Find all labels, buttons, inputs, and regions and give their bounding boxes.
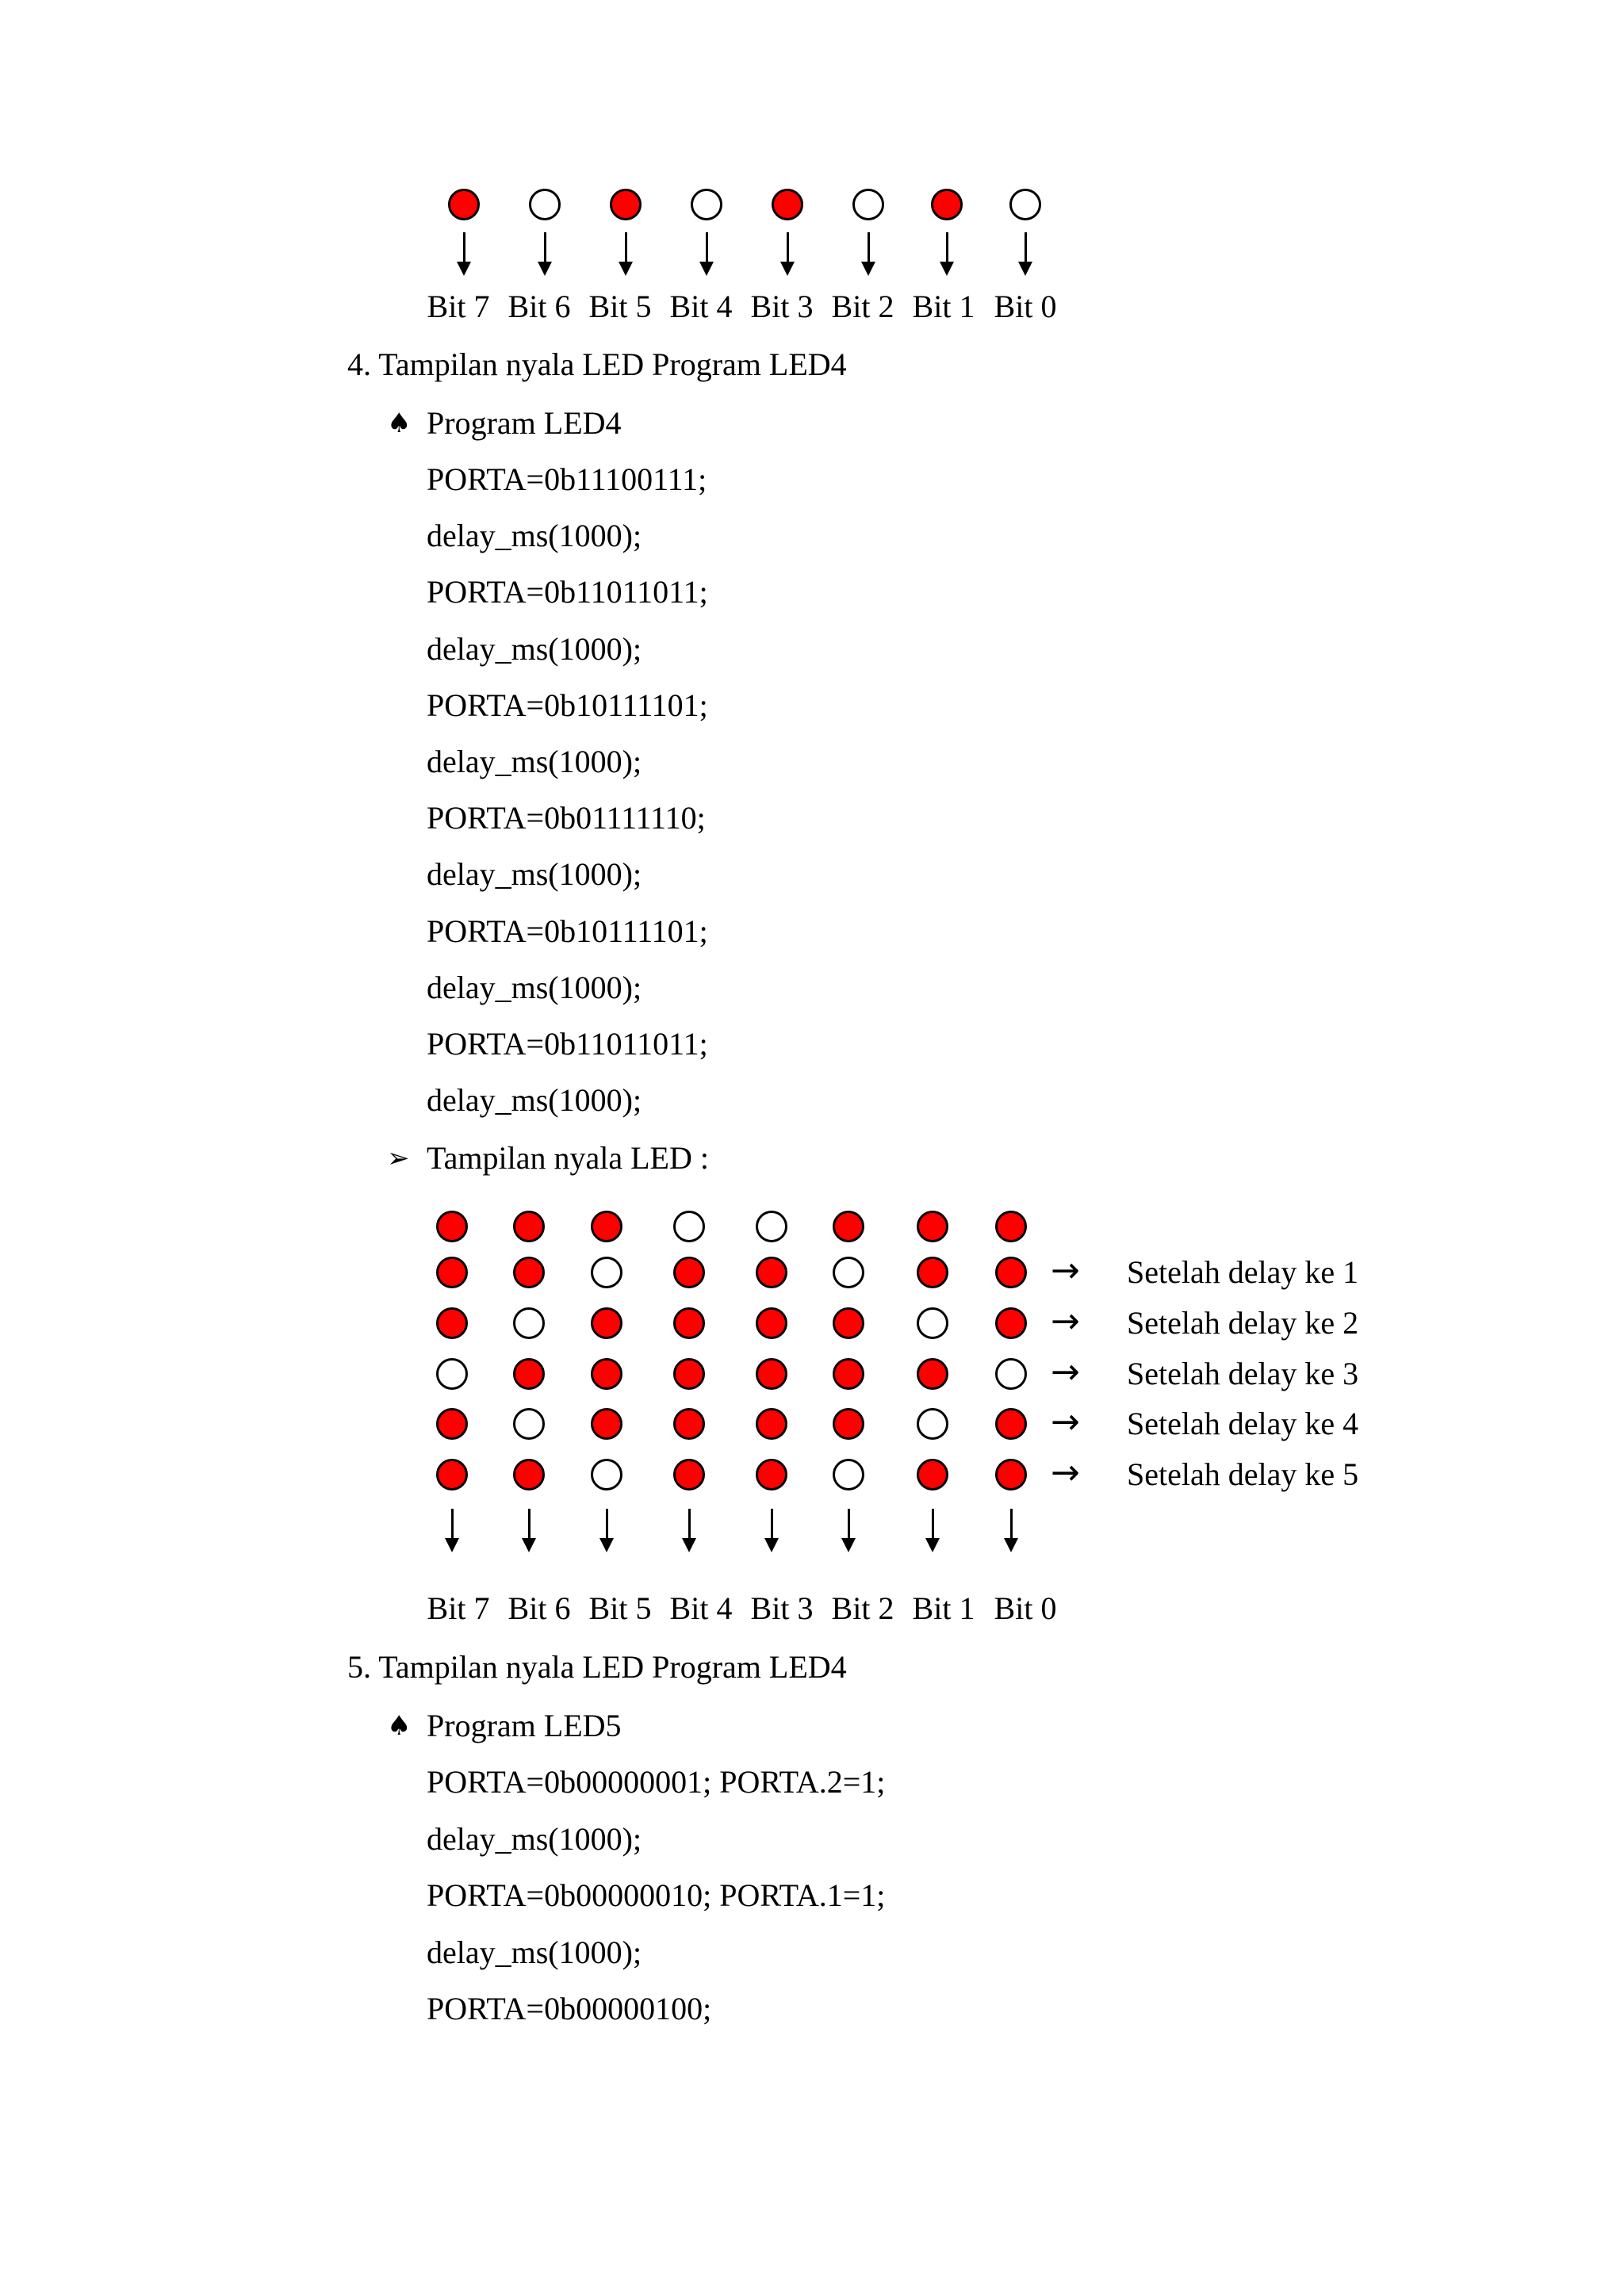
led-on: [833, 1307, 864, 1339]
bit-label: Bit 2: [831, 289, 894, 324]
bit-label: Bit 3: [750, 289, 814, 324]
led-display-label: Tampilan nyala LED :: [427, 1140, 709, 1176]
led-on: [917, 1211, 948, 1242]
code-line: delay_ms(1000);: [427, 856, 642, 892]
led-on: [756, 1358, 787, 1390]
led-on: [756, 1459, 787, 1490]
led-off: [529, 189, 561, 220]
led-on: [673, 1307, 705, 1339]
led-on: [833, 1408, 864, 1440]
led-on: [917, 1358, 948, 1390]
down-arrow-icon-head: [1018, 262, 1032, 276]
down-arrow-icon-shaft: [787, 232, 789, 263]
code-line: delay_ms(1000);: [427, 1934, 642, 1970]
led-off: [513, 1408, 545, 1440]
led-on: [610, 189, 642, 220]
down-arrow-icon-shaft: [544, 232, 546, 263]
code-line: delay_ms(1000);: [427, 744, 642, 779]
led-on: [995, 1459, 1027, 1490]
code-line: PORTA=0b11011011;: [427, 1026, 708, 1062]
led-off: [591, 1257, 622, 1288]
bit-label: Bit 6: [508, 1590, 571, 1626]
led-on: [833, 1358, 864, 1390]
led-off: [917, 1408, 948, 1440]
down-arrow-icon-shaft: [528, 1509, 530, 1540]
led-off: [591, 1459, 622, 1490]
bit-label: Bit 2: [831, 1590, 894, 1626]
led-on: [513, 1257, 545, 1288]
down-arrow-icon-shaft: [451, 1509, 454, 1540]
right-arrow-icon: →: [1051, 1452, 1080, 1493]
down-arrow-icon-shaft: [932, 1509, 934, 1540]
led-off: [436, 1358, 468, 1390]
down-arrow-icon-shaft: [606, 1509, 608, 1540]
program-led5-label: Program LED5: [427, 1708, 622, 1743]
code-line: PORTA=0b11011011;: [427, 574, 708, 610]
down-arrow-icon-shaft: [848, 1509, 850, 1540]
code-line: delay_ms(1000);: [427, 1821, 642, 1857]
right-arrow-icon: →: [1051, 1352, 1080, 1392]
spade-bullet-icon: ♠: [387, 1710, 412, 1742]
led-on: [436, 1459, 468, 1490]
bit-label: Bit 5: [588, 1590, 652, 1626]
led-off: [833, 1257, 864, 1288]
led-on: [436, 1408, 468, 1440]
led-on: [591, 1307, 622, 1339]
led-on: [995, 1408, 1027, 1440]
down-arrow-icon-shaft: [771, 1509, 773, 1540]
bit-label: Bit 7: [427, 289, 490, 324]
led-on: [995, 1257, 1027, 1288]
arrow-bullet-icon: ➢: [387, 1142, 410, 1174]
led-on: [673, 1408, 705, 1440]
led-on: [436, 1257, 468, 1288]
code-line: delay_ms(1000);: [427, 631, 642, 667]
led-on: [756, 1408, 787, 1440]
down-arrow-icon-head: [780, 262, 795, 276]
code-line: PORTA=0b01111110;: [427, 800, 706, 836]
down-arrow-icon-shaft: [463, 232, 465, 263]
bit-label: Bit 0: [994, 289, 1057, 324]
right-arrow-icon: →: [1051, 1402, 1080, 1442]
down-arrow-icon-head: [445, 1538, 459, 1552]
led-on: [591, 1408, 622, 1440]
delay-step-label: Setelah delay ke 2: [1127, 1305, 1359, 1341]
spade-bullet-icon: ♠: [387, 408, 412, 439]
led-on: [436, 1211, 468, 1242]
led-on: [513, 1211, 545, 1242]
led-on: [917, 1257, 948, 1288]
led-off: [673, 1211, 705, 1242]
led-on: [448, 189, 480, 220]
down-arrow-icon-head: [599, 1538, 614, 1552]
right-arrow-icon: →: [1051, 1301, 1080, 1341]
section-5-heading: 5. Tampilan nyala LED Program LED4: [347, 1649, 847, 1685]
led-off: [995, 1358, 1027, 1390]
led-on: [756, 1257, 787, 1288]
led-off: [917, 1307, 948, 1339]
down-arrow-icon-head: [699, 262, 714, 276]
led-on: [833, 1211, 864, 1242]
bit-label: Bit 1: [912, 1590, 975, 1626]
led-on: [673, 1257, 705, 1288]
down-arrow-icon-head: [619, 262, 633, 276]
down-arrow-icon-shaft: [868, 232, 870, 263]
bit-label: Bit 5: [588, 289, 652, 324]
code-line: delay_ms(1000);: [427, 518, 642, 553]
led-on: [436, 1307, 468, 1339]
delay-step-label: Setelah delay ke 4: [1127, 1406, 1359, 1441]
bit-label: Bit 4: [669, 1590, 733, 1626]
section-4-heading: 4. Tampilan nyala LED Program LED4: [347, 346, 847, 382]
code-line: delay_ms(1000);: [427, 1082, 642, 1118]
led-on: [995, 1211, 1027, 1242]
code-line: PORTA=0b11100111;: [427, 461, 707, 497]
down-arrow-icon-head: [764, 1538, 779, 1552]
led-on: [917, 1459, 948, 1490]
down-arrow-icon-head: [925, 1538, 940, 1552]
bit-label: Bit 0: [994, 1590, 1057, 1626]
code-line: PORTA=0b00000001; PORTA.2=1;: [427, 1764, 886, 1800]
code-line: PORTA=0b00000100;: [427, 1991, 712, 2026]
led-on: [673, 1459, 705, 1490]
led-off: [756, 1211, 787, 1242]
delay-step-label: Setelah delay ke 3: [1127, 1356, 1359, 1391]
right-arrow-icon: →: [1051, 1250, 1080, 1291]
delay-step-label: Setelah delay ke 5: [1127, 1456, 1359, 1492]
led-on: [513, 1358, 545, 1390]
led-on: [995, 1307, 1027, 1339]
led-off: [691, 189, 722, 220]
bit-label: Bit 3: [750, 1590, 814, 1626]
led-off: [833, 1459, 864, 1490]
led-on: [673, 1358, 705, 1390]
down-arrow-icon-head: [538, 262, 552, 276]
down-arrow-icon-shaft: [688, 1509, 691, 1540]
led-on: [591, 1358, 622, 1390]
down-arrow-icon-shaft: [706, 232, 708, 263]
led-on: [591, 1211, 622, 1242]
code-line: delay_ms(1000);: [427, 970, 642, 1005]
bit-label: Bit 1: [912, 289, 975, 324]
down-arrow-icon-shaft: [946, 232, 948, 263]
led-on: [513, 1459, 545, 1490]
led-on: [931, 189, 963, 220]
bit-label: Bit 6: [508, 289, 571, 324]
led-off: [1009, 189, 1041, 220]
bit-label: Bit 4: [669, 289, 733, 324]
led-off: [513, 1307, 545, 1339]
led-on: [772, 189, 803, 220]
led-off: [852, 189, 884, 220]
bit-label: Bit 7: [427, 1590, 490, 1626]
code-line: PORTA=0b10111101;: [427, 913, 708, 949]
code-line: PORTA=0b00000010; PORTA.1=1;: [427, 1877, 886, 1913]
code-line: PORTA=0b10111101;: [427, 687, 708, 723]
down-arrow-icon-head: [841, 1538, 856, 1552]
program-led4-label: Program LED4: [427, 405, 622, 441]
delay-step-label: Setelah delay ke 1: [1127, 1254, 1359, 1290]
down-arrow-icon-head: [940, 262, 954, 276]
down-arrow-icon-head: [457, 262, 471, 276]
down-arrow-icon-head: [1004, 1538, 1018, 1552]
down-arrow-icon-head: [522, 1538, 536, 1552]
led-on: [756, 1307, 787, 1339]
down-arrow-icon-shaft: [1025, 232, 1027, 263]
down-arrow-icon-head: [682, 1538, 696, 1552]
down-arrow-icon-head: [861, 262, 875, 276]
down-arrow-icon-shaft: [625, 232, 627, 263]
down-arrow-icon-shaft: [1010, 1509, 1013, 1540]
